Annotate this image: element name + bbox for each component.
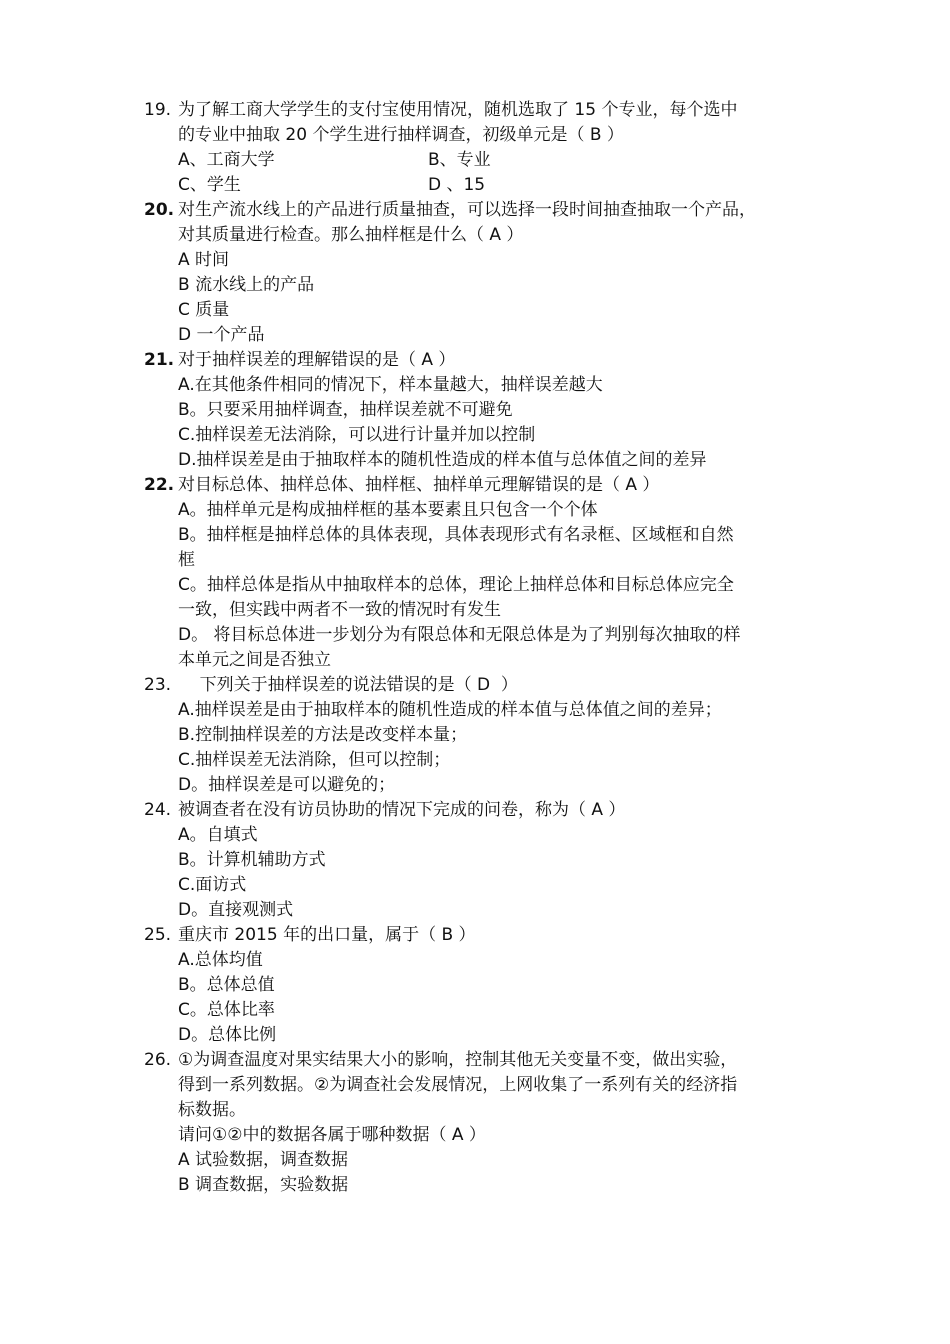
option-a: A。自填式 <box>178 825 258 845</box>
question-number: 24. <box>144 800 172 820</box>
option-a: A 时间 <box>178 250 230 270</box>
question-stem: 对于抽样误差的理解错误的是（ A ） <box>178 350 456 370</box>
option-d: D。抽样误差是可以避免的； <box>178 775 396 795</box>
option-c: C、学生 <box>178 175 241 195</box>
question-stem: 对生产流水线上的产品进行质量抽查，可以选择一段时间抽查抽取一个产品， <box>178 200 756 220</box>
option-b: B。总体总值 <box>178 975 275 995</box>
question-19 <box>144 98 824 198</box>
question-24 <box>144 798 824 923</box>
option-a: A.抽样误差是由于抽取样本的随机性造成的样本值与总体值之间的差异； <box>178 700 722 720</box>
question-stem: 对目标总体、抽样总体、抽样框、抽样单元理解错误的是（ A ） <box>178 475 660 495</box>
option-b: B。抽样框是抽样总体的具体表现，具体表现形式有名录框、区域框和自然 <box>178 525 734 545</box>
option-b-cont: 框 <box>178 550 195 570</box>
option-d: D。直接观测式 <box>178 900 294 920</box>
option-b: B 流水线上的产品 <box>178 275 315 295</box>
option-b: B。只要采用抽样调查，抽样误差就不可避免 <box>178 400 513 420</box>
option-d: D.抽样误差是由于抽取样本的随机性造成的样本值与总体值之间的差异 <box>178 450 707 470</box>
option-b: B。计算机辅助方式 <box>178 850 326 870</box>
option-b: B、专业 <box>428 150 491 170</box>
question-number: 21. <box>144 350 175 370</box>
option-d: D 、15 <box>428 175 486 195</box>
option-d: D。总体比例 <box>178 1025 277 1045</box>
option-d: D。 将目标总体进一步划分为有限总体和无限总体是为了判别每次抽取的样 <box>178 625 741 645</box>
question-22 <box>144 473 824 673</box>
question-stem: ①为调查温度对果实结果大小的影响，控制其他无关变量不变，做出实验， <box>178 1050 738 1070</box>
question-stem: 为了解工商大学学生的支付宝使用情况，随机选取了 15 个专业，每个选中 <box>178 100 738 120</box>
option-c: C.面访式 <box>178 875 247 895</box>
question-26 <box>144 1048 824 1198</box>
option-a: A.在其他条件相同的情况下，样本量越大，抽样误差越大 <box>178 375 603 395</box>
question-stem: 被调查者在没有访员协助的情况下完成的问卷，称为（ A ） <box>178 800 626 820</box>
question-number: 20. <box>144 200 175 220</box>
option-c: C。总体比率 <box>178 1000 275 1020</box>
question-stem-cont: 对其质量进行检查。那么抽样框是什么（ A ） <box>178 225 524 245</box>
option-c: C。抽样总体是指从中抽取样本的总体，理论上抽样总体和目标总体应完全 <box>178 575 734 595</box>
sub-question: 请问①②中的数据各属于哪种数据（ A ） <box>178 1125 486 1145</box>
question-23 <box>144 673 824 798</box>
option-c: C 质量 <box>178 300 230 320</box>
question-stem-cont: 标数据。 <box>178 1100 246 1120</box>
question-number: 23. <box>144 675 172 695</box>
option-b: B.控制抽样误差的方法是改变样本量； <box>178 725 468 745</box>
option-d-cont: 本单元之间是否独立 <box>178 650 331 670</box>
question-number: 22. <box>144 475 175 495</box>
question-21 <box>144 348 824 473</box>
question-20 <box>144 198 824 348</box>
option-c: C.抽样误差无法消除，但可以控制； <box>178 750 451 770</box>
question-number: 25. <box>144 925 172 945</box>
option-d: D 一个产品 <box>178 325 265 345</box>
question-stem: 下列关于抽样误差的说法错误的是（ D ） <box>178 675 518 695</box>
question-stem: 重庆市 2015 年的出口量，属于（ B ） <box>178 925 476 945</box>
question-number: 26. <box>144 1050 172 1070</box>
question-number: 19. <box>144 100 172 120</box>
question-stem-cont: 得到一系列数据。②为调查社会发展情况，上网收集了一系列有关的经济指 <box>178 1075 738 1095</box>
option-a: A 试验数据，调查数据 <box>178 1150 349 1170</box>
option-a: A。抽样单元是构成抽样框的基本要素且只包含一个个体 <box>178 500 598 520</box>
question-stem-cont: 的专业中抽取 20 个学生进行抽样调查，初级单元是（ B ） <box>178 125 624 145</box>
option-c: C.抽样误差无法消除，可以进行计量并加以控制 <box>178 425 536 445</box>
option-a: A、工商大学 <box>178 150 275 170</box>
option-b: B 调查数据，实验数据 <box>178 1175 349 1195</box>
question-25 <box>144 923 824 1048</box>
option-a: A.总体均值 <box>178 950 263 970</box>
option-c-cont: 一致，但实践中两者不一致的情况时有发生 <box>178 600 501 620</box>
